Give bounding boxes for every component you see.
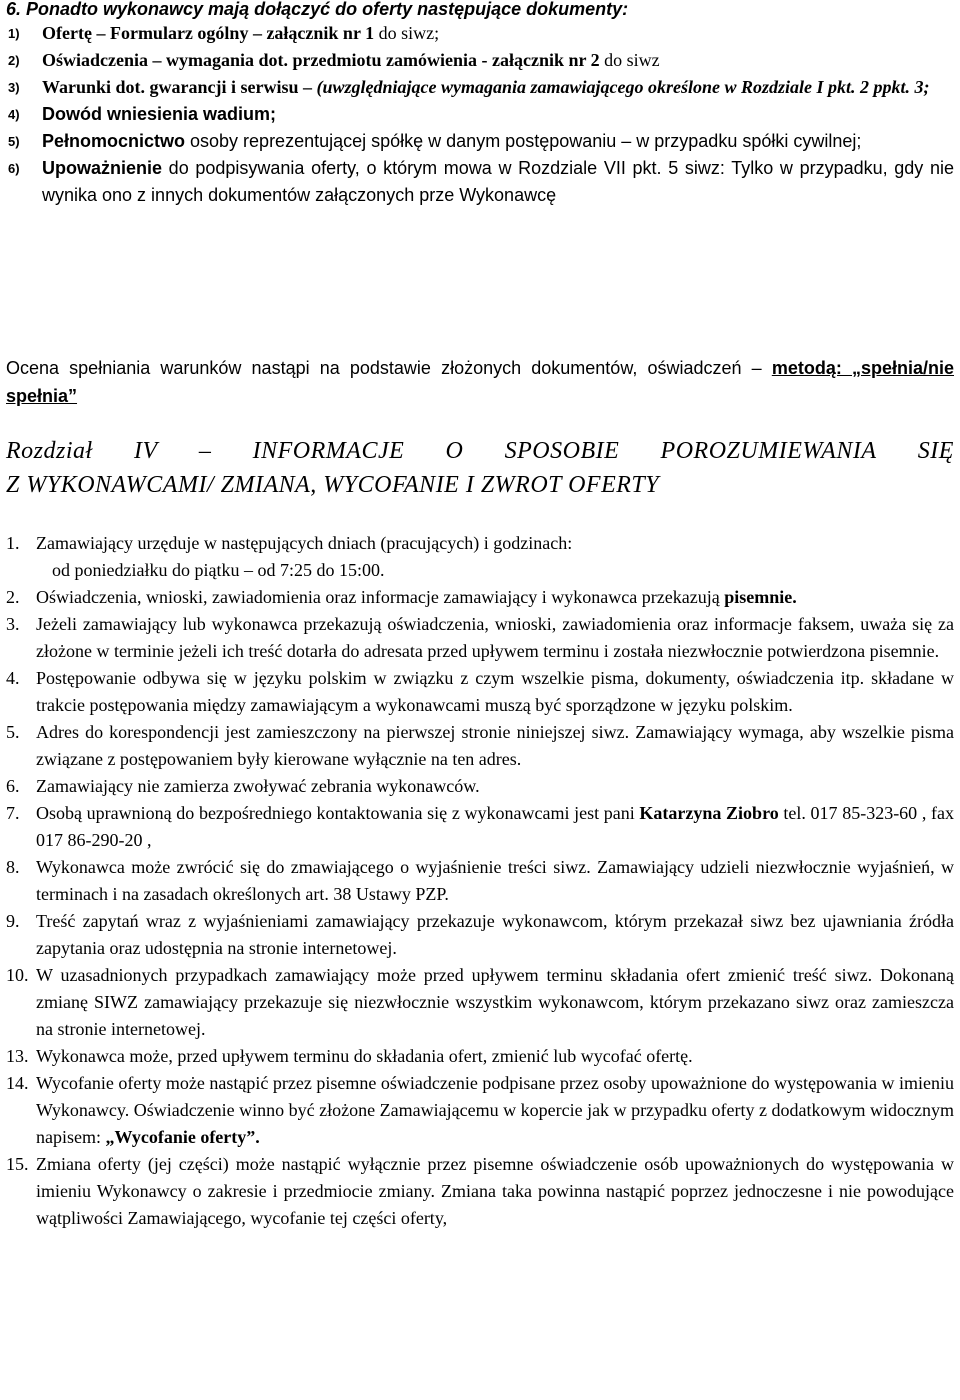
- item-text: Postępowanie odbywa się w języku polskim w związku z czym wszelkie pisma, dokumenty, oświadczenia itp. składane w trakcie postępowania między zamawiającym a wykonawcami muszą być sporządzone w języku polskim.: [36, 668, 954, 715]
- chapter-heading-line2: Z WYKONAWCAMI/ ZMIANA, WYCOFANIE I ZWROT OFERTY: [6, 472, 660, 498]
- item-text: Oświadczenia, wnioski, zawiadomienia oraz informacje zamawiający i wykonawca przekazują: [36, 587, 725, 607]
- heading-word: POROZUMIEWANIA: [660, 438, 877, 464]
- list-number: 9.: [6, 911, 20, 931]
- evaluation-text: Ocena spełniania warunków nastąpi na podstawie złożonych dokumentów, oświadczeń –: [6, 358, 772, 378]
- item-title: Dowód wniesienia wadium;: [42, 104, 277, 124]
- list-item: [6, 854, 954, 908]
- chapter-heading: [6, 434, 954, 502]
- list-item: [6, 908, 954, 962]
- list-number: 8.: [6, 857, 20, 877]
- heading-word: SPOSOBIE: [504, 438, 620, 464]
- list-number: 1): [8, 26, 20, 41]
- list-item: [6, 773, 954, 800]
- item-title: Oświadczenia – wymagania dot. przedmiotu zamówienia - załącznik nr 2: [42, 50, 600, 70]
- item-text: do siwz;: [374, 23, 440, 43]
- item-text: Wykonawca może, przed upływem terminu do składania ofert, zmienić lub wycofać ofertę.: [36, 1046, 693, 1066]
- item-text: Treść zapytań wraz z wyjaśnieniami zamawiający przekazuje wykonawcom, którym przekazał siwz bez ujawniania źródła zapytania oraz udostępnia na stronie internetowej.: [36, 911, 954, 958]
- list-item: [6, 20, 954, 47]
- heading-word: INFORMACJE: [252, 438, 405, 464]
- item-emphasis: pisemnie.: [724, 587, 797, 607]
- list-number: 10.: [6, 965, 29, 985]
- list-number: 1.: [6, 533, 20, 553]
- list-item: [6, 128, 954, 155]
- heading-word: O: [445, 438, 464, 464]
- list-number: 3.: [6, 614, 20, 634]
- list-number: 6.: [6, 776, 20, 796]
- communication-rules-list: [6, 530, 954, 1232]
- list-number: 4.: [6, 668, 20, 688]
- list-number: 2): [8, 53, 20, 68]
- item-text: tel. 017 85-323-60 , fax 017 86-290-20 ,: [36, 803, 954, 850]
- list-number: 5.: [6, 722, 20, 742]
- list-item: [6, 557, 954, 584]
- list-item: [6, 155, 954, 209]
- list-item: [6, 47, 954, 74]
- item-title: Ofertę – Formularz ogólny – załącznik nr 1: [42, 23, 375, 43]
- list-number: 4): [8, 107, 20, 122]
- list-number: [6, 557, 36, 584]
- list-number: 6): [8, 161, 20, 176]
- item-title: Pełnomocnictwo: [42, 131, 186, 151]
- evaluation-paragraph: [6, 354, 954, 410]
- heading-word: SIĘ: [917, 438, 954, 464]
- heading-word: Rozdział: [6, 438, 93, 464]
- item-emphasis: „Wycofanie oferty”.: [105, 1127, 260, 1147]
- item-text: Zmiana oferty (jej części) może nastąpić wyłącznie przez pisemne oświadczenie osób upoważnionych do występowania w imieniu Wykonawcy o zakresie i przedmiocie zmiany. Zmiana taka powinna nastąpić poprzez jednoczesne i nie powodujące wątpliwości Zamawiającego, wycofanie tej części oferty,: [36, 1154, 954, 1228]
- item-text: od poniedziałku do piątku – od 7:25 do 15:00.: [52, 560, 385, 580]
- item-text: Osobą uprawnioną do bezpośredniego kontaktowania się z wykonawcami jest pani: [36, 803, 640, 823]
- item-text: Zamawiający nie zamierza zwoływać zebrania wykonawców.: [36, 776, 480, 796]
- section-heading-6: 6. Ponadto wykonawcy mają dołączyć do oferty następujące dokumenty:: [6, 0, 629, 19]
- list-item: [6, 800, 954, 854]
- list-item: [6, 1151, 954, 1232]
- list-item: [6, 530, 954, 557]
- list-number: 14.: [6, 1073, 29, 1093]
- item-text: W uzasadnionych przypadkach zamawiający może przed upływem terminu składania ofert zmienić treść siwz. Dokonaną zmianę SIWZ zamawiający przekazuje się niezwłocznie wszystkim wykonawcom, którym przekazano siwz oraz zamieszcza na stronie internetowej.: [36, 965, 954, 1039]
- item-title: Warunki dot. gwarancji i serwisu –: [42, 77, 317, 97]
- list-number: 5): [8, 134, 20, 149]
- list-item: [6, 584, 954, 611]
- chapter-heading-line1: [6, 434, 954, 468]
- evaluation-method: metodą: „spełnia/nie spełnia”: [6, 358, 954, 406]
- list-number: 3): [8, 80, 20, 95]
- list-number: 7.: [6, 803, 20, 823]
- item-note: (uwzględniające wymagania zamawiającego określone w Rozdziale I pkt. 2 ppkt. 3;: [316, 77, 930, 97]
- item-title: Upoważnienie: [42, 158, 163, 178]
- heading-word: IV: [133, 438, 158, 464]
- item-text: osoby reprezentującej spółkę w danym postępowaniu – w przypadku spółki cywilnej;: [185, 131, 862, 151]
- list-item: [6, 719, 954, 773]
- list-item: [6, 1070, 954, 1151]
- required-documents-list: [6, 20, 954, 209]
- list-item: [6, 665, 954, 719]
- item-text: Zamawiający urzęduje w następujących dniach (pracujących) i godzinach:: [36, 533, 573, 553]
- list-item: [6, 1043, 954, 1070]
- list-item: [6, 74, 954, 101]
- item-text: Wycofanie oferty może nastąpić przez pisemne oświadczenie podpisane przez osoby upoważnione do występowania w imieniu Wykonawcy. Oświadczenie winno być złożone Zamawiającemu w kopercie jak w przypadku oferty z dodatkowym widocznym napisem:: [36, 1073, 954, 1147]
- item-text: Wykonawca może zwrócić się do zmawiającego o wyjaśnienie treści siwz. Zamawiający udzieli niezwłocznie wyjaśnień, w terminach i na zasadach określonych art. 38 Ustawy PZP.: [36, 857, 954, 904]
- list-number: 2.: [6, 587, 20, 607]
- item-text: do podpisywania oferty, o którym mowa w Rozdziale VII pkt. 5 siwz: Tylko w przypadku, gdy nie wynika ono z innych dokumentów załączonych prze Wykonawcę: [42, 158, 954, 205]
- item-text: Adres do korespondencji jest zamieszczony na pierwszej stronie niniejszej siwz. Zamawiający wymaga, aby wszelkie pisma związane z postępowaniem były kierowane wyłącznie na ten adres.: [36, 722, 954, 769]
- list-item: [6, 611, 954, 665]
- list-number: 15.: [6, 1154, 29, 1174]
- item-text: do siwz: [599, 50, 660, 70]
- list-item: [6, 962, 954, 1043]
- heading-word: –: [198, 438, 212, 464]
- list-number: 13.: [6, 1046, 29, 1066]
- list-item: [6, 101, 954, 128]
- contact-person-name: Katarzyna Ziobro: [639, 803, 779, 823]
- item-text: Jeżeli zamawiający lub wykonawca przekazują oświadczenia, wnioski, zawiadomienia oraz informacje faksem, uważa się za złożone w terminie jeżeli ich treść dotarła do adresata przed upływem terminu i została niezwłocznie potwierdzona pisemnie.: [36, 614, 954, 661]
